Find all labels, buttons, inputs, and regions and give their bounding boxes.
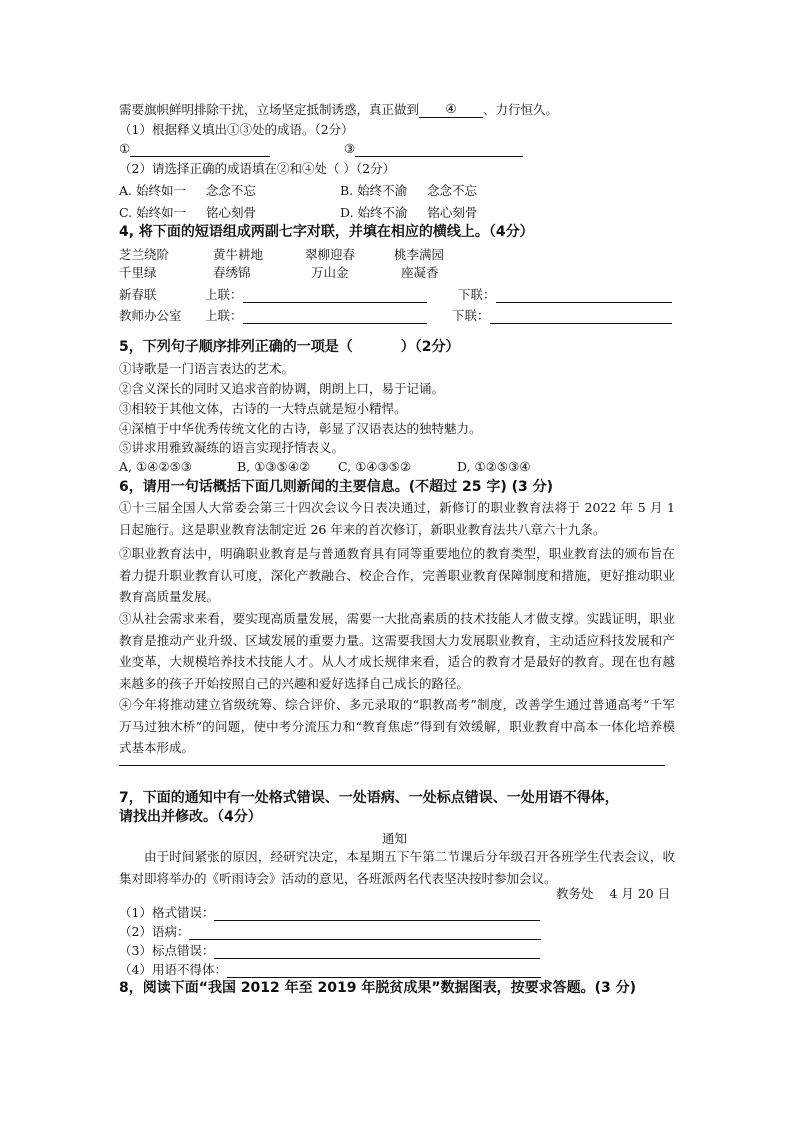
q5-answer-a[interactable]: A, ①④②⑤③ (119, 459, 193, 474)
phrase-6: 春绣锦 (213, 265, 251, 280)
q5-sentence-5: ⑤讲求用雅致凝练的语言实现抒情表义。 (119, 440, 345, 455)
blank-4 (419, 101, 483, 118)
q3-option-a[interactable] (119, 181, 256, 199)
option-d-label: D. 始终不渝 (340, 205, 408, 220)
option-d-word: 铭心刻骨 (427, 205, 478, 220)
couplet-2-name: 教师办公室 (119, 308, 182, 323)
q7-item-4 (119, 960, 541, 978)
phrase-3: 翠柳迎春 (305, 247, 356, 262)
couplet-2-lower (452, 306, 672, 324)
q7-title-1: 7，下面的通知中有一处格式错误、一处语病、一处标点错误、一处用语不得体， (119, 790, 619, 806)
q7-item-1 (119, 903, 540, 921)
q5-answer-b[interactable]: B, ①③⑤④② (237, 459, 311, 474)
q5-sentence-3: ③相较于其他文体，古诗的一大特点就是短小精悍。 (119, 401, 407, 416)
q5-sentence-4: ④深植于中华优秀传统文化的古诗，彰显了汉语表达的独特魅力。 (119, 421, 482, 436)
q5-title-a: 5，下列句子顺序排列正确的一项是（ (119, 339, 353, 355)
notice-body: 由于时间紧张的原因，经研究决定，本星期五下午第二节课后分年级召开各班学生代表会议，收集对即将举办的《听雨诗会》活动的意见，各班派两名代表坚决按时参加会议。 (119, 849, 675, 886)
couplet-2-upper-line[interactable] (243, 309, 427, 324)
q5-sentence-1: ①诗歌是一门语言表达的艺术。 (119, 361, 295, 376)
q7-item-3-label: （3）标点错误： (119, 943, 215, 958)
couplet-1-lower (458, 285, 672, 303)
couplet-1-name: 新春联 (119, 287, 157, 302)
phrase-5: 千里绿 (119, 265, 157, 280)
q3-blank1-row (119, 141, 270, 157)
q5-sentence-2: ②含义深长的同时又追求音韵协调，朗朗上口，易于记诵。 (119, 381, 445, 396)
q7-item-3 (119, 941, 540, 959)
q8-title: 8，阅读下面“我国 2012 年至 2019 年脱贫成果”数据图表，按要求答题。(3 分) (119, 980, 636, 996)
q7-item-1-label: （1）格式错误： (119, 905, 215, 920)
q7-item-2-line[interactable] (189, 925, 541, 940)
couplet-2-lower-label: 下联： (452, 308, 490, 323)
q3-line1-text: 需要旗帜鲜明排除干扰，立场坚定抵制诱惑，真正做到 (119, 102, 420, 117)
q3-sub1: （1）根据释义填出①③处的成语。（2分） (119, 122, 354, 137)
option-b-label: B. 始终不渝 (340, 183, 408, 198)
q6-answer-line[interactable] (119, 765, 665, 766)
couplet-1-upper-line[interactable] (243, 288, 427, 303)
q3-sub2: （2）请选择正确的成语填在②和④处（ ）（2分） (119, 161, 396, 176)
notice-signer: 教务处 (556, 886, 594, 901)
q3-option-b[interactable] (340, 181, 477, 199)
blank-1-line[interactable] (130, 142, 270, 157)
q3-option-c[interactable] (119, 203, 256, 221)
notice-title: 通知 (382, 831, 408, 846)
q6-news-2: ②职业教育法中，明确职业教育是与普通教育具有同等重要地位的教育类型，职业教育法的颁布旨在着力提升职业教育认可度，深化产教融合、校企合作，完善职业教育保障制度和措施，更好推动职业教育高质量发展。 (119, 546, 675, 604)
q7-item-2 (119, 922, 541, 940)
couplet-1-upper (205, 285, 427, 303)
q3-option-d[interactable] (340, 203, 477, 221)
q5-answer-c[interactable]: C, ①④③⑤② (338, 459, 412, 474)
notice-signature (556, 884, 670, 902)
q7-item-2-label: （2）语病： (119, 924, 190, 939)
q6-news-4: ④今年将推动建立省级统筹、综合评价、多元录取的“职教高考”制度，改善学生通过普通高考“千军万马过独木桥”的问题，使中考分流压力和“教育焦虑”得到有效缓解，职业教育中高本一体化培养模式基本形成。 (119, 697, 675, 755)
q4-title: 4, 将下面的短语组成两副七字对联，并填在相应的横线上。（4分） (119, 224, 534, 240)
q5-title-b: ）（2分） (400, 339, 460, 355)
q3-line1-end: 、力行恒久。 (483, 102, 559, 117)
couplet-1-upper-label: 上联： (205, 287, 243, 302)
phrase-4: 桃李满园 (394, 247, 445, 262)
option-c-label: C. 始终如一 (119, 205, 187, 220)
couplet-2-upper-label: 上联： (205, 308, 243, 323)
q7-item-1-line[interactable] (214, 906, 540, 921)
couplet-1-lower-label: 下联： (458, 287, 496, 302)
notice-date: 4 月 20 日 (609, 886, 671, 901)
q6-news-1: ①十三届全国人大常委会第三十四次会议今日表决通过，新修订的职业教育法将于 2022 年 5 月 1 日起施行。这是职业教育法制定近 26 年来的首次修订，新职业教育法共八章六十九条。 (119, 500, 675, 537)
mark-1: ① (119, 141, 131, 156)
option-c-word: 铭心刻骨 (205, 205, 256, 220)
phrase-8: 座凝香 (401, 265, 439, 280)
q3-blank3-row (344, 141, 523, 157)
phrase-1: 芝兰绕阶 (119, 247, 170, 262)
blank-3-line[interactable] (355, 142, 523, 157)
couplet-2-upper (205, 306, 427, 324)
phrase-7: 万山金 (311, 265, 349, 280)
blank-4-label: ④ (445, 101, 457, 116)
mark-3: ③ (344, 141, 356, 156)
option-a-word: 念念不忘 (205, 183, 256, 198)
couplet-2-lower-line[interactable] (490, 309, 672, 324)
q7-item-4-line[interactable] (227, 963, 541, 978)
q7-title-2: 请找出并修改。（4分） (119, 809, 262, 825)
q6-news-3: ③从社会需求来看，要实现高质量发展，需要一大批高素质的技术技能人才做支撑。实践证明，职业教育是推动产业升级、区域发展的重要力量。这需要我国大力发展职业教育，主动适应科技发展和产业变革，大规模培养技术技能人才。从人才成长规律来看，适合的教育才是最好的教育。现在也有越来越多的孩子开始按照自己的兴趣和爱好选择自己成长的路径。 (119, 611, 675, 691)
q5-answer-d[interactable]: D, ①②⑤③④ (457, 459, 531, 474)
option-a-label: A. 始终如一 (119, 183, 186, 198)
q5-title (119, 339, 460, 355)
q6-title: 6，请用一句话概括下面几则新闻的主要信息。(不超过 25 字) (3 分) (119, 479, 554, 495)
q7-item-3-line[interactable] (214, 944, 540, 959)
phrase-2: 黄牛耕地 (213, 247, 264, 262)
option-b-word: 念念不忘 (427, 183, 478, 198)
q3-line1 (119, 101, 558, 118)
q7-item-4-label: （4）用语不得体： (119, 962, 227, 977)
couplet-1-lower-line[interactable] (496, 288, 672, 303)
